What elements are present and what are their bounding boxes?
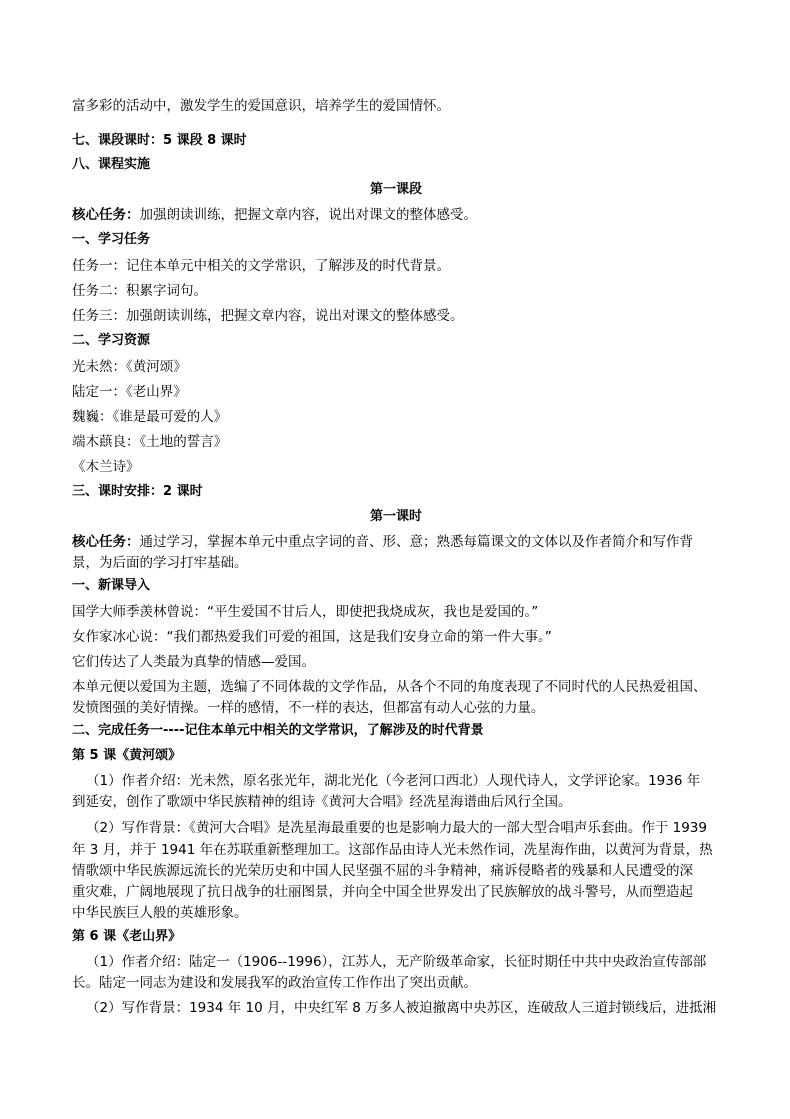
paragraph-line: 它们传达了人类最为真挚的情感—爱国。 (72, 654, 315, 670)
paragraph-line: 年 3 月，并于 1941 年在苏联重新整理加工。这部作品由诗人光未然作词，冼星海作曲，以黄河为背景，热 (72, 842, 713, 858)
lesson-6-title: 第 6 课《老山界》 (72, 929, 182, 944)
resource-item: 陆定一：《老山界》 (72, 384, 187, 400)
core-task-text: 加强朗读训练，把握文章内容，说出对课文的整体感受。 (139, 207, 477, 223)
paragraph-line: 景，为后面的学习打牢基础。 (72, 555, 248, 571)
paragraph-line: （2）写作背景：1934 年 10 月，中央红军 8 万多人被迫撤离中央苏区，连破敌人三道封锁线后，进抵湘 (86, 1000, 717, 1016)
resource-item: 光未然：《黄河颂》 (72, 359, 187, 375)
paragraph-line: 长。陆定一同志为建设和发展我军的政治宣传工作作出了突出贡献。 (72, 975, 477, 991)
paragraph-line: 中华民族巨人般的英雄形象。 (72, 905, 248, 921)
heading-schedule: 三、课时安排：2 课时 (72, 484, 203, 499)
core-task-line (72, 205, 477, 225)
lesson-5-title: 第 5 课《黄河颂》 (72, 748, 182, 763)
task-one: 任务一：记住本单元中相关的文学常识，了解涉及的时代背景。 (72, 258, 450, 274)
intro-continuation: 富多彩的活动中，激发学生的爱国意识，培养学生的爱国情怀。 (72, 98, 450, 114)
paragraph-line: 重灾难，广阔地展现了抗日战争的壮丽图景，并向全中国全世界发出了民族解放的战斗警号，从而塑造起 (72, 884, 693, 900)
stage-title: 第一课段 (369, 182, 422, 197)
quote-bing-xin: 女作家冰心说：“我们都热爱我们可爱的祖国，这是我们安身立命的第一件大事。” (72, 629, 552, 645)
heading-learning-tasks: 一、学习任务 (72, 232, 151, 247)
lesson-core-task-line (72, 532, 693, 552)
heading-course-hours: 七、课段课时：5 课段 8 课时 (72, 133, 247, 148)
task-two: 任务二：积累字词句。 (72, 283, 207, 299)
heading-lesson-intro: 一、新课导入 (72, 578, 151, 593)
paragraph-line: （2）写作背景：《黄河大合唱》是冼星海最重要的也是影响力最大的一部大型合唱声乐套曲。作于 1939 (86, 820, 707, 836)
paragraph-line: （1）作者介绍：光未然，原名张光年，湖北光化（今老河口西北）人现代诗人，文学评论家。1936 年 (86, 773, 701, 789)
resource-item: 《木兰诗》 (72, 459, 140, 475)
lesson-core-task-text: 通过学习，掌握本单元中重点字词的音、形、意；熟悉每篇课文的文体以及作者简介和写作背 (139, 534, 693, 550)
heading-course-implementation: 八、课程实施 (72, 157, 151, 172)
quote-ji-xianlin: 国学大师季羡林曾说：“平生爱国不甘后人，即使把我烧成灰，我也是爱国的。” (72, 604, 539, 620)
resource-item: 端木蕻良：《土地的誓言》 (72, 434, 228, 450)
lesson-title: 第一课时 (369, 509, 422, 524)
heading-learning-resources: 二、学习资源 (72, 333, 151, 348)
paragraph-line: 情歌颂中华民族源远流长的光荣历史和中国人民坚强不屈的斗争精神，痛诉侵略者的残暴和人民遭受的深 (72, 863, 693, 879)
task-three: 任务三：加强朗读训练，把握文章内容，说出对课文的整体感受。 (72, 308, 464, 324)
paragraph-line: 本单元便以爱国为主题，选编了不同体裁的文学作品，从各个不同的角度表现了不同时代的人民热爱祖国、 (72, 679, 707, 695)
paragraph-line: 到延安，创作了歌颂中华民族精神的组诗《黄河大合唱》经冼星海谱曲后风行全国。 (72, 794, 572, 810)
paragraph-line: （1）作者介绍：陆定一（1906--1996），江苏人，无产阶级革命家，长征时期任中共中央政治宣传部部 (86, 954, 707, 970)
lesson-core-task-label: 核心任务： (72, 534, 140, 550)
resource-item: 魏巍：《谁是最可爱的人》 (72, 409, 228, 425)
paragraph-line: 发愤图强的美好情操。一样的感情，不一样的表达，但都富有动人心弦的力量。 (72, 700, 545, 716)
core-task-label: 核心任务： (72, 207, 140, 223)
heading-task-one: 二、完成任务一----记住本单元中相关的文学常识，了解涉及的时代背景 (72, 723, 484, 738)
